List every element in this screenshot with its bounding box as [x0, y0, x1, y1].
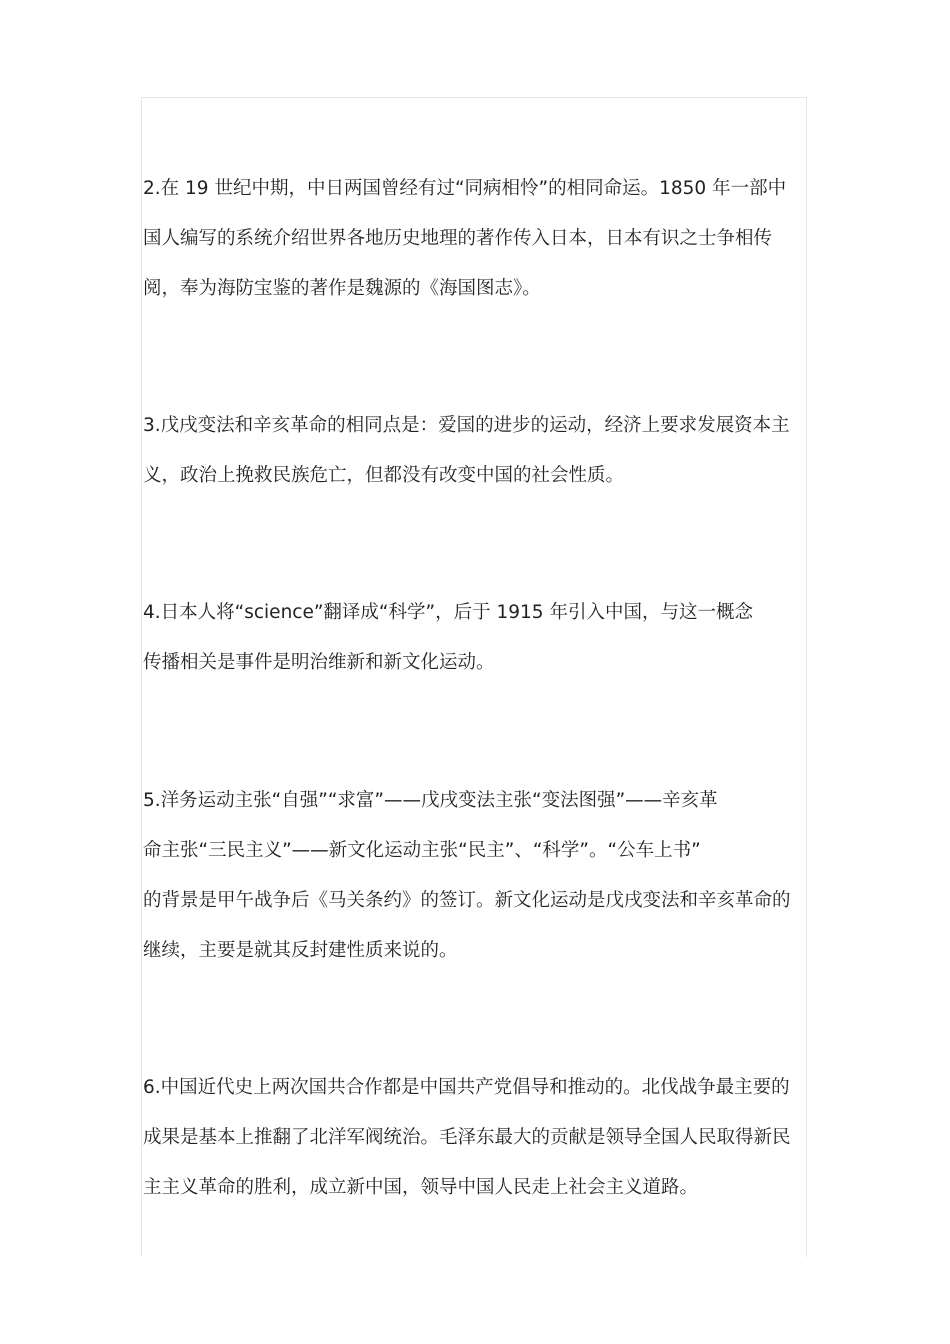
- paragraph-line: 命主张“三民主义”——新文化运动主张“民主”、“科学”。“公车上书”: [143, 840, 701, 861]
- paragraph-line: 传播相关是事件是明治维新和新文化运动。: [143, 652, 495, 673]
- paragraph-6: [143, 1063, 813, 1213]
- paragraph-line: 2.在 19 世纪中期，中日两国曾经有过“同病相怜”的相同命运。1850 年一部中: [143, 178, 787, 199]
- paragraph-line: 4.日本人将“science”翻译成“科学”，后于 1915 年引入中国，与这一概念: [143, 602, 753, 623]
- paragraph-4: [143, 588, 813, 688]
- paragraph-line: 5.洋务运动主张“自强”“求富”——戊戌变法主张“变法图强”——辛亥革: [143, 790, 718, 811]
- paragraph-2: [143, 164, 813, 314]
- paragraph-line: 成果是基本上推翻了北洋军阀统治。毛泽东最大的贡献是领导全国人民取得新民: [143, 1127, 791, 1148]
- paragraph-line: 的背景是甲午战争后《马关条约》的签订。新文化运动是戊戌变法和辛亥革命的: [143, 890, 791, 911]
- paragraph-3: [143, 401, 813, 501]
- paragraph-5: [143, 776, 813, 976]
- paragraph-line: 继续，主要是就其反封建性质来说的。: [143, 940, 458, 961]
- paragraph-line: 阅，奉为海防宝鉴的著作是魏源的《海国图志》。: [143, 278, 541, 299]
- paragraph-line: 3.戊戌变法和辛亥革命的相同点是：爱国的进步的运动，经济上要求发展资本主: [143, 415, 790, 436]
- paragraph-line: 义，政治上挽救民族危亡，但都没有改变中国的社会性质。: [143, 465, 625, 486]
- paragraph-line: 6.中国近代史上两次国共合作都是中国共产党倡导和推动的。北伐战争最主要的: [143, 1077, 790, 1098]
- paragraph-line: 主主义革命的胜利，成立新中国，领导中国人民走上社会主义道路。: [143, 1177, 699, 1198]
- paragraph-line: 国人编写的系统介绍世界各地历史地理的著作传入日本，日本有识之士争相传: [143, 228, 773, 249]
